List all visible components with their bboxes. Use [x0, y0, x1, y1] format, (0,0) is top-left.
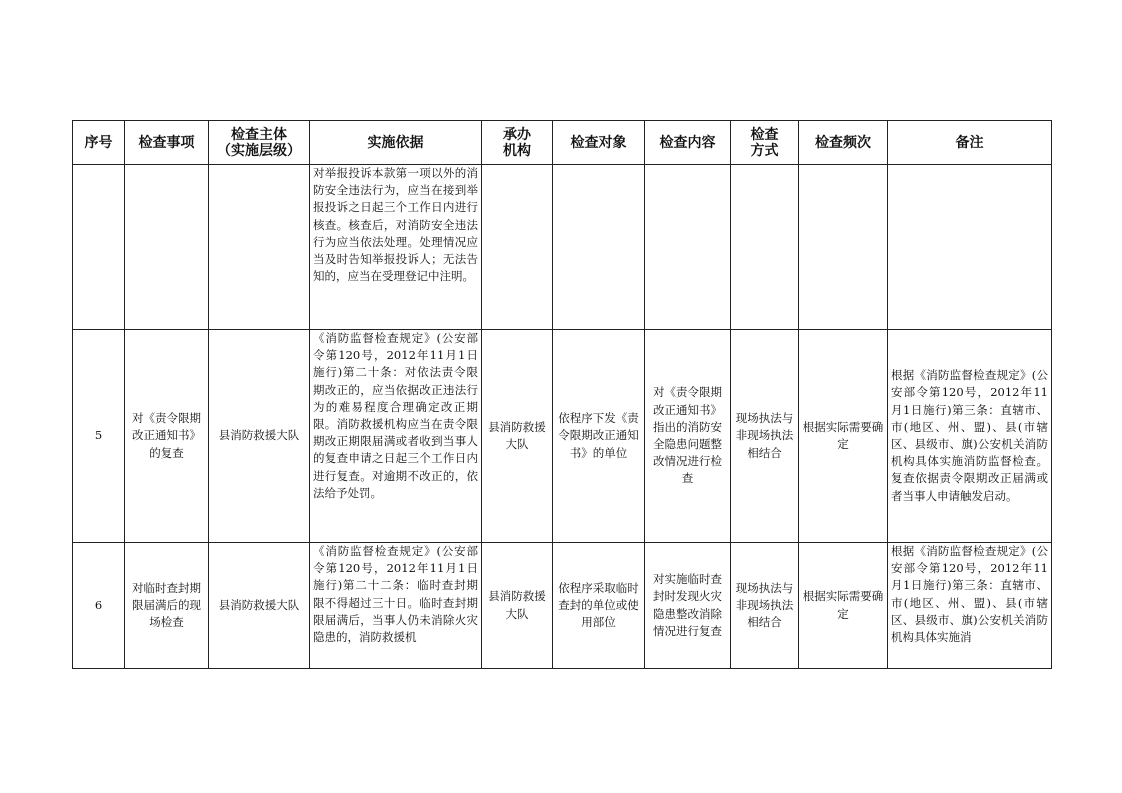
cell-method: [731, 165, 799, 330]
cell-seq: 5: [73, 330, 125, 543]
header-freq: 检查频次: [799, 121, 888, 165]
cell-subject: 县消防救援大队: [209, 330, 310, 543]
cell-remark: 根据《消防监督检查规定》(公安部令第120号，2012年11月1日施行)第三条：直辖市、市(地区、州、盟)、县(市辖区、县级市、旗)公安机关消防机构具体实施消: [888, 543, 1052, 669]
table-row: [73, 165, 1052, 330]
header-org-line1: 承办: [503, 126, 531, 143]
cell-subject: 县消防救援大队: [209, 543, 310, 669]
cell-item: [125, 165, 209, 330]
header-target: 检查对象: [553, 121, 645, 165]
header-item: 检查事项: [125, 121, 209, 165]
cell-content: 对《责令限期改正通知书》指出的消防安全隐患问题整改情况进行检查: [645, 330, 731, 543]
cell-content: [645, 165, 731, 330]
cell-remark: 根据《消防监督检查规定》(公安部令第120号，2012年11月1日施行)第三条：直辖市、市(地区、州、盟)、县(市辖区、县级市、旗)公安机关消防机构具体实施消防监督检查。复查依据责令限期改正届满或者当事人申请触发启动。: [888, 330, 1052, 543]
header-subject-line2: （实施层级）: [217, 142, 301, 159]
cell-target: 依程序下发《责令限期改正通知书》的单位: [553, 330, 645, 543]
cell-item: 对《责令限期改正通知书》的复查: [125, 330, 209, 543]
cell-freq: 根据实际需要确定: [799, 543, 888, 669]
cell-remark: [888, 165, 1052, 330]
cell-seq: 6: [73, 543, 125, 669]
inspection-table: [72, 120, 1052, 669]
cell-seq: [73, 165, 125, 330]
cell-org: [482, 165, 553, 330]
cell-subject: [209, 165, 310, 330]
cell-basis: 对举报投诉本款第一项以外的消防安全违法行为，应当在接到举报投诉之日起三个工作日内进行核查。核查后，对消防安全违法行为应当依法处理。处理情况应当及时告知举报投诉人；无法告知的，应当在受理登记中注明。: [310, 165, 482, 330]
header-subject-line1: 检查主体: [231, 126, 287, 143]
header-org: [482, 121, 553, 165]
cell-freq: [799, 165, 888, 330]
cell-item: 对临时查封期限届满后的现场检查: [125, 543, 209, 669]
cell-method: 现场执法与非现场执法相结合: [731, 330, 799, 543]
cell-target: 依程序采取临时查封的单位或使用部位: [553, 543, 645, 669]
cell-org: 县消防救援大队: [482, 330, 553, 543]
header-remark: 备注: [888, 121, 1052, 165]
cell-basis: 《消防监督检查规定》(公安部令第120号，2012年11月1日施行)第二十二条：临时查封期限不得超过三十日。临时查封期限届满后，当事人仍未消除火灾隐患的，消防救援机: [310, 543, 482, 669]
header-method: [731, 121, 799, 165]
cell-org: 县消防救援大队: [482, 543, 553, 669]
header-org-line2: 机构: [503, 142, 531, 159]
cell-freq: 根据实际需要确定: [799, 330, 888, 543]
cell-method: 现场执法与非现场执法相结合: [731, 543, 799, 669]
table-row: [73, 330, 1052, 543]
header-row: [73, 121, 1052, 165]
table-row: [73, 543, 1052, 669]
header-method-line1: 检查: [750, 126, 779, 143]
cell-content: 对实施临时查封时发现火灾隐患整改消除情况进行复查: [645, 543, 731, 669]
cell-basis: 《消防监督检查规定》(公安部令第120号，2012年11月1日施行)第二十条：对依法责令限期改正的，应当依据改正违法行为的难易程度合理确定改正期限。消防救援机构应当在责令限期改正期限届满或者收到当事人的复查申请之日起三个工作日内进行复查。对逾期不改正的，依法给予处罚。: [310, 330, 482, 543]
header-subject: [209, 121, 310, 165]
header-basis: 实施依据: [310, 121, 482, 165]
cell-target: [553, 165, 645, 330]
header-content: 检查内容: [645, 121, 731, 165]
header-seq: 序号: [73, 121, 125, 165]
header-method-line2: 方式: [750, 142, 779, 159]
